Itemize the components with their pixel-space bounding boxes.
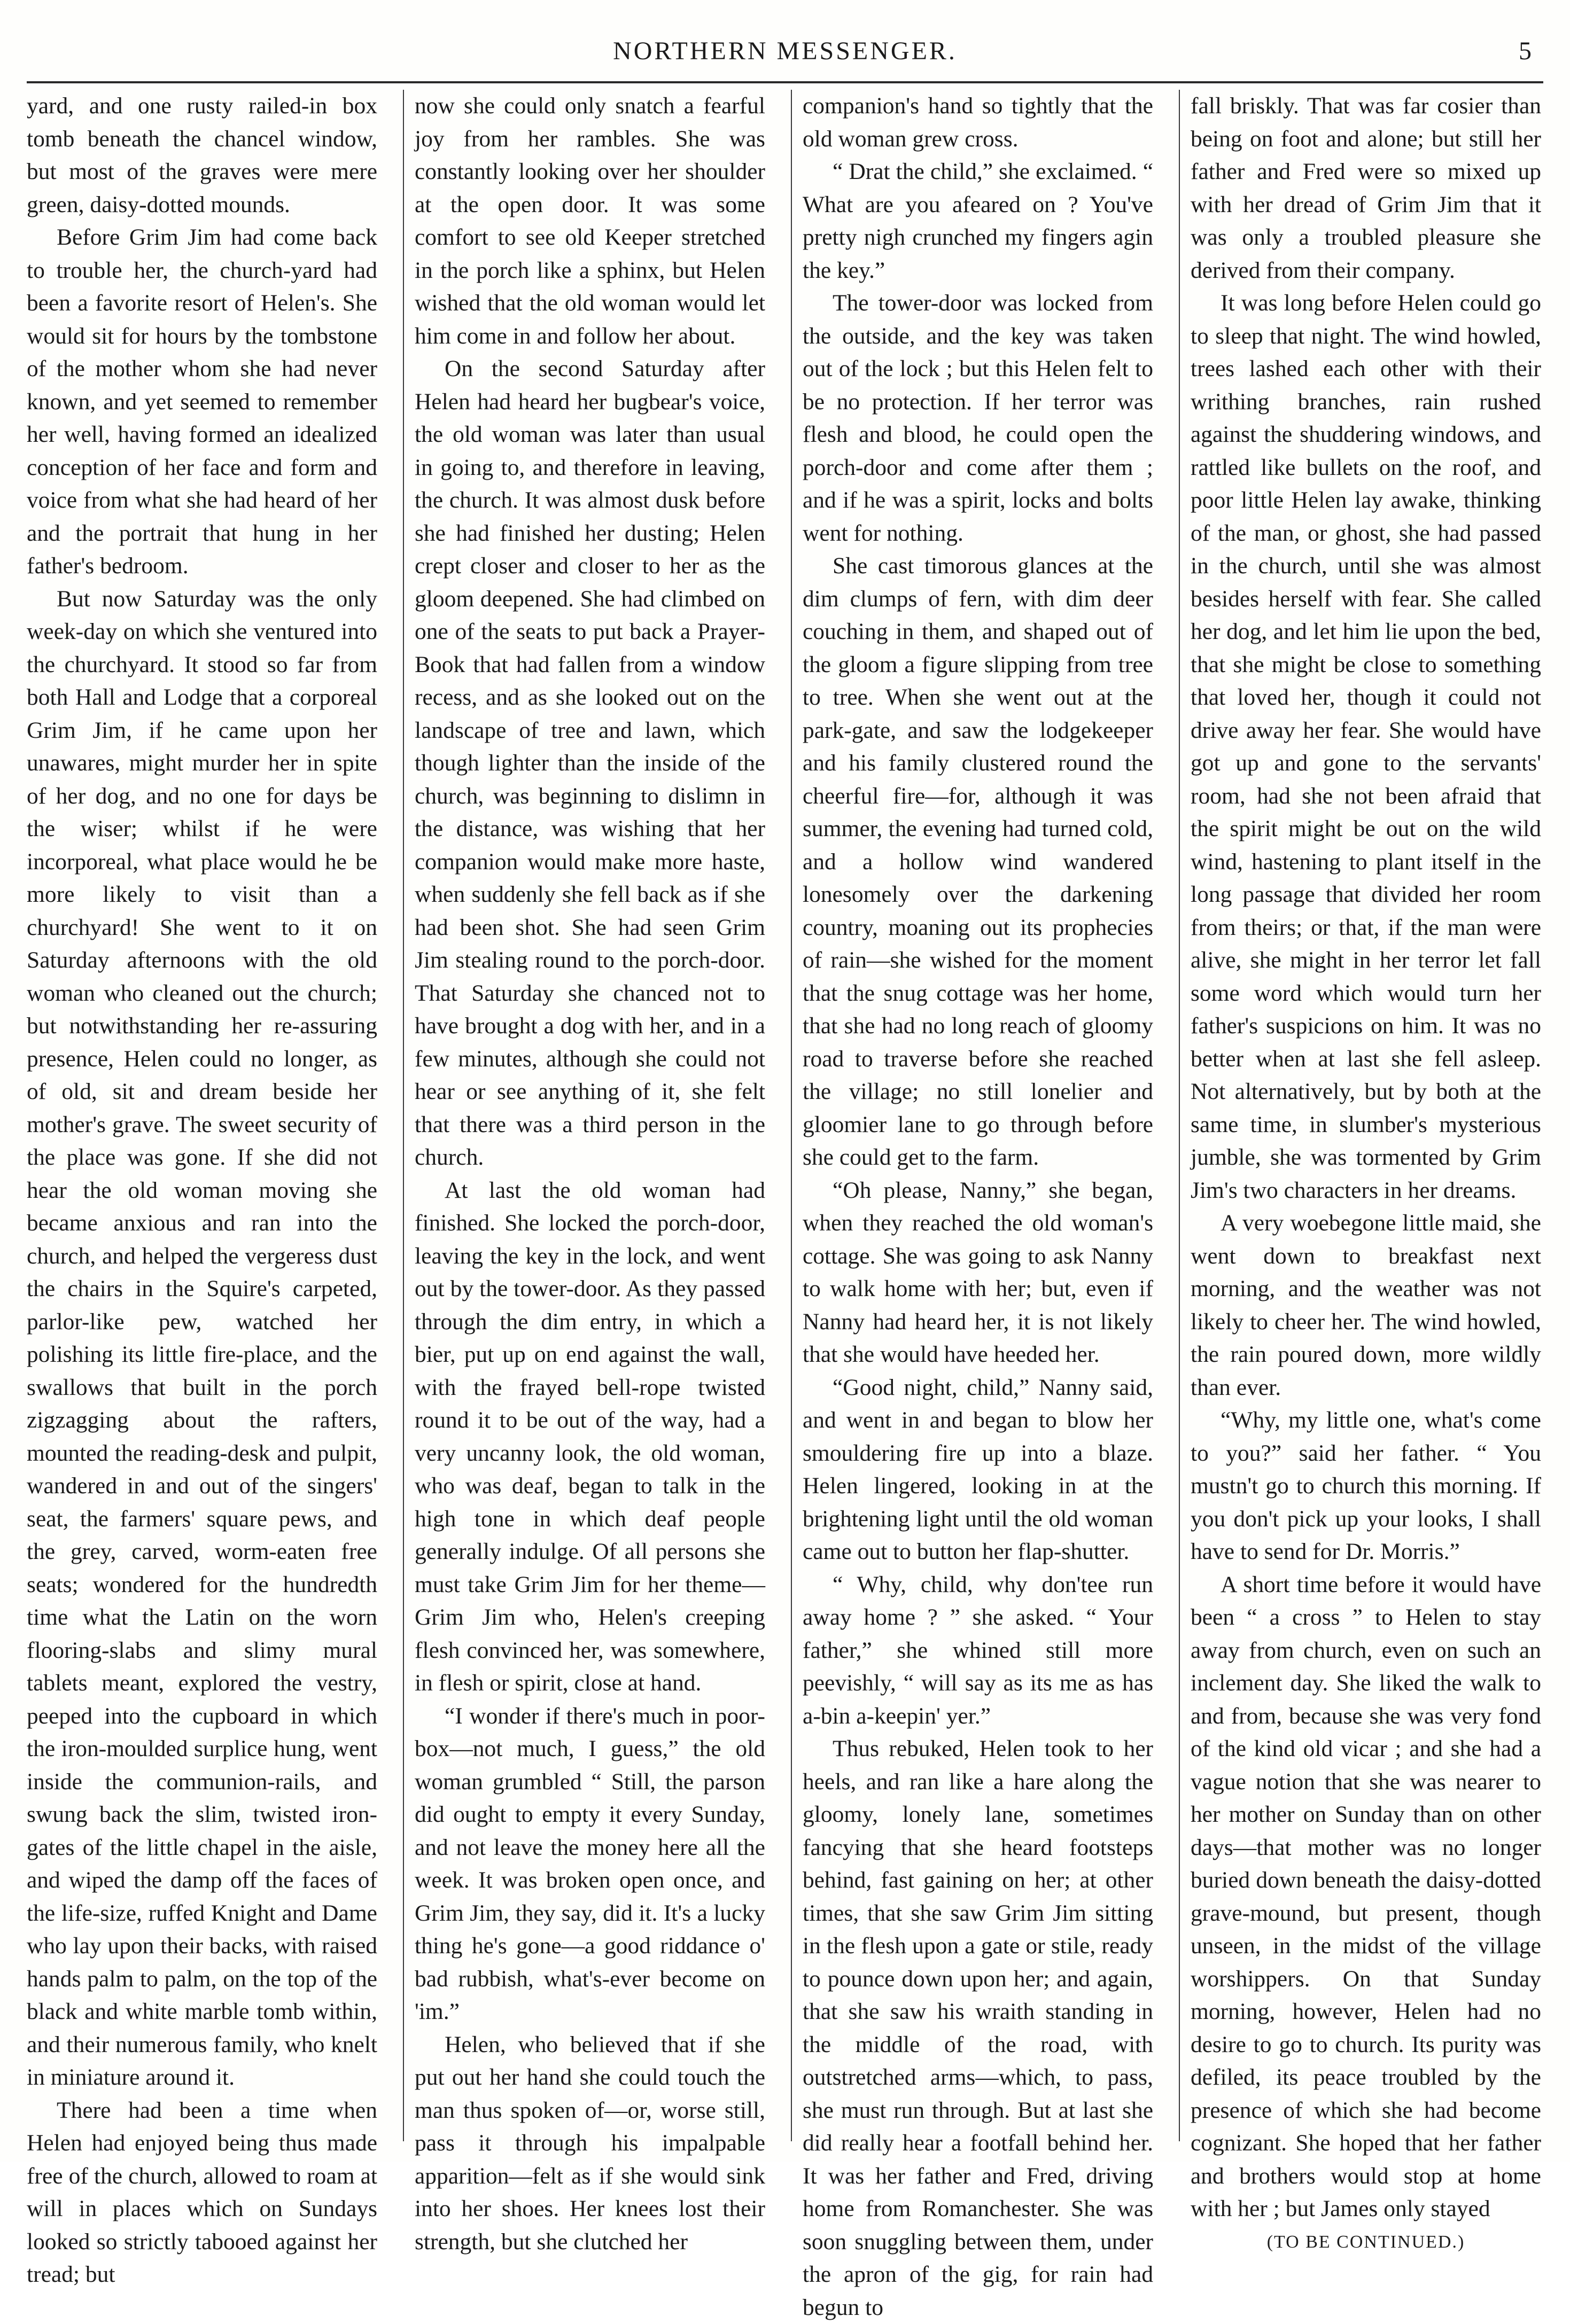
header-rule bbox=[27, 81, 1543, 83]
article-column-4 bbox=[1191, 90, 1541, 2252]
article-paragraph: Thus rebuked, Helen took to her heels, and ran like a hare along the gloomy, lonely lane, sometimes fancying that she heard footsteps behind, fast gaining on her; at other times, that she saw Grim Jim sitting in the flesh upon a gate or stile, ready to pounce down upon her; and again, that she saw his wraith standing in the middle of the road, with outstretched arms—which, to pass, she must run through. But at last she did really hear a footfall behind her. It was her father and Fred, driving home from Romanchester. She was soon snuggling between them, under the apron of the gig, for rain had begun to bbox=[803, 1736, 1153, 2320]
page-header bbox=[33, 31, 1537, 79]
publication-title: NORTHERN MESSENGER. bbox=[613, 37, 957, 65]
article-paragraph: “Good night, child,” Nanny said, and went in and began to blow her smouldering fire up into a blaze. Helen lingered, looking in at the brightening light until the old woman came out to button her flap-shutter. bbox=[803, 1374, 1153, 1564]
article-paragraph: Helen, who believed that if she put out her hand she could touch the man thus spoken of—or, worse still, pass it through his impalpable apparition—felt as if she would sink into her shoes. Her knees lost their strength, but she clutched her bbox=[415, 2031, 765, 2255]
article-paragraph: Before Grim Jim had come back to trouble her, the church-yard had been a favorite resort of Helen's. She would sit for hours by the tombstone of the mother whom she had never known, and yet seemed to remember her well, having formed an idealized conception of her face and form and voice from what she had heard of her and the portrait that hung in her father's bedroom. bbox=[27, 224, 377, 579]
article-paragraph: now she could only snatch a fearful joy from her rambles. She was constantly looking over her shoulder at the open door. It was some comfort to see old Keeper stretched in the porch like a sphinx, but Helen wished that the old woman would let him come in and follow her about. bbox=[415, 93, 765, 349]
article-paragraph: companion's hand so tightly that the old woman grew cross. bbox=[803, 93, 1153, 152]
article-column-2 bbox=[415, 90, 765, 2255]
article-paragraph: But now Saturday was the only week-day on which she ventured into the churchyard. It stood so far from both Hall and Lodge that a corporeal Grim Jim, if he came upon her unawares, might murder her in spite of her dog, and no one for days be the wiser; whilst if he were incorporeal, what place would he be more likely to visit than a churchyard! She went to it on Saturday afternoons with the old woman who cleaned out the church; but notwithstanding her re-assuring presence, Helen could no longer, as of old, sit and dream beside her mother's grave. The sweet security of the place was gone. If she did not hear the old woman moving she became anxious and ran into the church, and helped the vergeress dust the chairs in the Squire's carpeted, parlor-like pew, watched her polishing its little fire-place, and the swallows that built in the porch zigzagging about the rafters, mounted the reading-desk and pulpit, wandered in and out of the singers' seat, the farmers' square pews, and the grey, carved, worm-eaten free seats; wondered for the hundredth time what the Latin on the worn flooring-slabs and slimy mural tablets meant, explored the vestry, peeped into the cupboard in which the iron-moulded surplice hung, went inside the communion-rails, and swung back the slim, twisted iron-gates of the little chapel in the aisle, and wiped the damp off the faces of the life-size, ruffed Knight and Dame who lay upon their backs, with raised hands palm to palm, on the top of the black and white marble tomb within, and their numerous family, who knelt in miniature around it. bbox=[27, 586, 377, 2090]
article-columns bbox=[27, 90, 1543, 2320]
article-paragraph: A very woebegone little maid, she went down to breakfast next morning, and the weather was not likely to cheer her. The wind howled, the rain poured down, more wildly than ever. bbox=[1191, 1210, 1541, 1400]
article-paragraph: A short time before it would have been “ a cross ” to Helen to stay away from church, even on such an inclement day. She liked the walk to and from, because she was very fond of the kind old vicar ; and she had a vague notion that she was nearer to her mother on Sunday than on other days—that mother was no longer buried down beneath the daisy-dotted grave-mound, but present, though unseen, in the midst of the village worshippers. On that Sunday morning, however, Helen had no desire to go to church. Its purity was defiled, its peace troubled by the presence of which she had become cognizant. She hoped that her father and brothers would stop at home with her ; but James only stayed bbox=[1191, 1571, 1541, 2221]
column-divider-3 bbox=[1179, 90, 1180, 2141]
article-column-3 bbox=[803, 90, 1153, 2320]
column-divider-2 bbox=[791, 90, 792, 2141]
article-paragraph: fall briskly. That was far cosier than being on foot and alone; but still her father and Fred were so mixed up with her dread of Grim Jim that it was only a troubled pleasure she derived from their company. bbox=[1191, 93, 1541, 283]
article-paragraph: “I wonder if there's much in poor-box—not much, I guess,” the old woman grumbled “ Still, the parson did ought to empty it every Sunday, and not leave the money here all the week. It was broken open once, and Grim Jim, they say, did it. It's a lucky thing he's gone—a good riddance o' bad rubbish, what's-ever become on 'im.” bbox=[415, 1703, 765, 2024]
article-paragraph: She cast timorous glances at the dim clumps of fern, with dim deer couching in them, and shaped out of the gloom a figure slipping from tree to tree. When she went out at the park-gate, and saw the lodgekeeper and his family clustered round the cheerful fire—for, although it was summer, the evening had turned cold, and a hollow wind wandered lonesomely over the darkening country, moaning out its prophecies of rain—she wished for the moment that the snug cottage was her home, that she had no long reach of gloomy road to traverse before she reached the village; no still lonelier and gloomier lane to go through before she could get to the farm. bbox=[803, 553, 1153, 1170]
article-column-1 bbox=[27, 90, 377, 2287]
article-paragraph: yard, and one rusty railed-in box tomb beneath the chancel window, but most of the graves were mere green, daisy-dotted mounds. bbox=[27, 93, 377, 217]
article-paragraph: There had been a time when Helen had enjoyed being thus made free of the church, allowed to roam at will in places which on Sundays looked so strictly tabooed against her tread; but bbox=[27, 2097, 377, 2287]
article-paragraph: On the second Saturday after Helen had heard her bugbear's voice, the old woman was later than usual in going to, and therefore in leaving, the church. It was almost dusk before she had finished her dusting; Helen crept closer and closer to her as the gloom deepened. She had climbed on one of the seats to put back a Prayer-Book that had fallen from a window recess, and as she looked out on the landscape of tree and lawn, which though lighter than the inside of the church, was beginning to dislimn in the distance, was wishing that her companion would make more haste, when suddenly she fell back as if she had been shot. She had seen Grim Jim stealing round to the porch-door. That Saturday she chanced not to have brought a dog with her, and in a few minutes, although she could not hear or see anything of it, she felt that there was a third person in the church. bbox=[415, 356, 765, 1170]
article-paragraph: At last the old woman had finished. She locked the porch-door, leaving the key in the lock, and went out by the tower-door. As they passed through the dim entry, in which a bier, put up on end against the wall, with the frayed bell-rope twisted round it to be out of the way, had a very uncanny look, the old woman, who was deaf, began to talk in the high tone in which deaf people generally indulge. Of all persons she must take Grim Jim for her theme—Grim Jim who, Helen's creeping flesh convinced her, was somewhere, in flesh or spirit, close at hand. bbox=[415, 1177, 765, 1696]
article-paragraph: “ Drat the child,” she exclaimed. “ What are you afeared on ? You've pretty nigh crunched my fingers agin the key.” bbox=[803, 159, 1153, 283]
page-number: 5 bbox=[1519, 37, 1532, 65]
article-paragraph: It was long before Helen could go to sleep that night. The wind howled, trees lashed each other with their writhing branches, rain rushed against the shuddering windows, and rattled like bullets on the roof, and poor little Helen lay awake, thinking of the man, or ghost, she had passed in the church, until she was almost besides herself with fear. She called her dog, and let him lie upon the bed, that she might be close to something that loved her, though it could not drive away her fear. She would have got up and gone to the servants' room, had she not been afraid that the spirit might be out on the wild wind, hastening to plant itself in the long passage that divided her room from theirs; or that, if the man were alive, she might in her terror let fall some word which would turn her father's suspicions on him. It was no better when at last she fell asleep. Not alternatively, but by both at the same time, in slumber's mysterious jumble, she was tormented by Grim Jim's two characters in her dreams. bbox=[1191, 290, 1541, 1203]
article-paragraph: “Oh please, Nanny,” she began, when they reached the old woman's cottage. She was going to ask Nanny to walk home with her; but, even if Nanny had heard her, it is not likely that she would have heeded her. bbox=[803, 1177, 1153, 1367]
article-paragraph: “ Why, child, why don'tee run away home ? ” she asked. “ Your father,” she whined still more peevishly, “ will say as its me as has a-bin a-keepin' yer.” bbox=[803, 1571, 1153, 1729]
article-paragraph: “Why, my little one, what's come to you?” said her father. “ You mustn't go to church this morning. If you don't pick up your looks, I shall have to send for Dr. Morris.” bbox=[1191, 1407, 1541, 1564]
to-be-continued-note: (TO BE CONTINUED.) bbox=[1266, 2232, 1465, 2252]
column-divider-1 bbox=[403, 90, 404, 2141]
article-paragraph: The tower-door was locked from the outside, and the key was taken out of the lock ; but this Helen felt to be no protection. If her terror was flesh and blood, he could open the porch-door and come after them ; and if he was a spirit, locks and bolts went for nothing. bbox=[803, 290, 1153, 546]
